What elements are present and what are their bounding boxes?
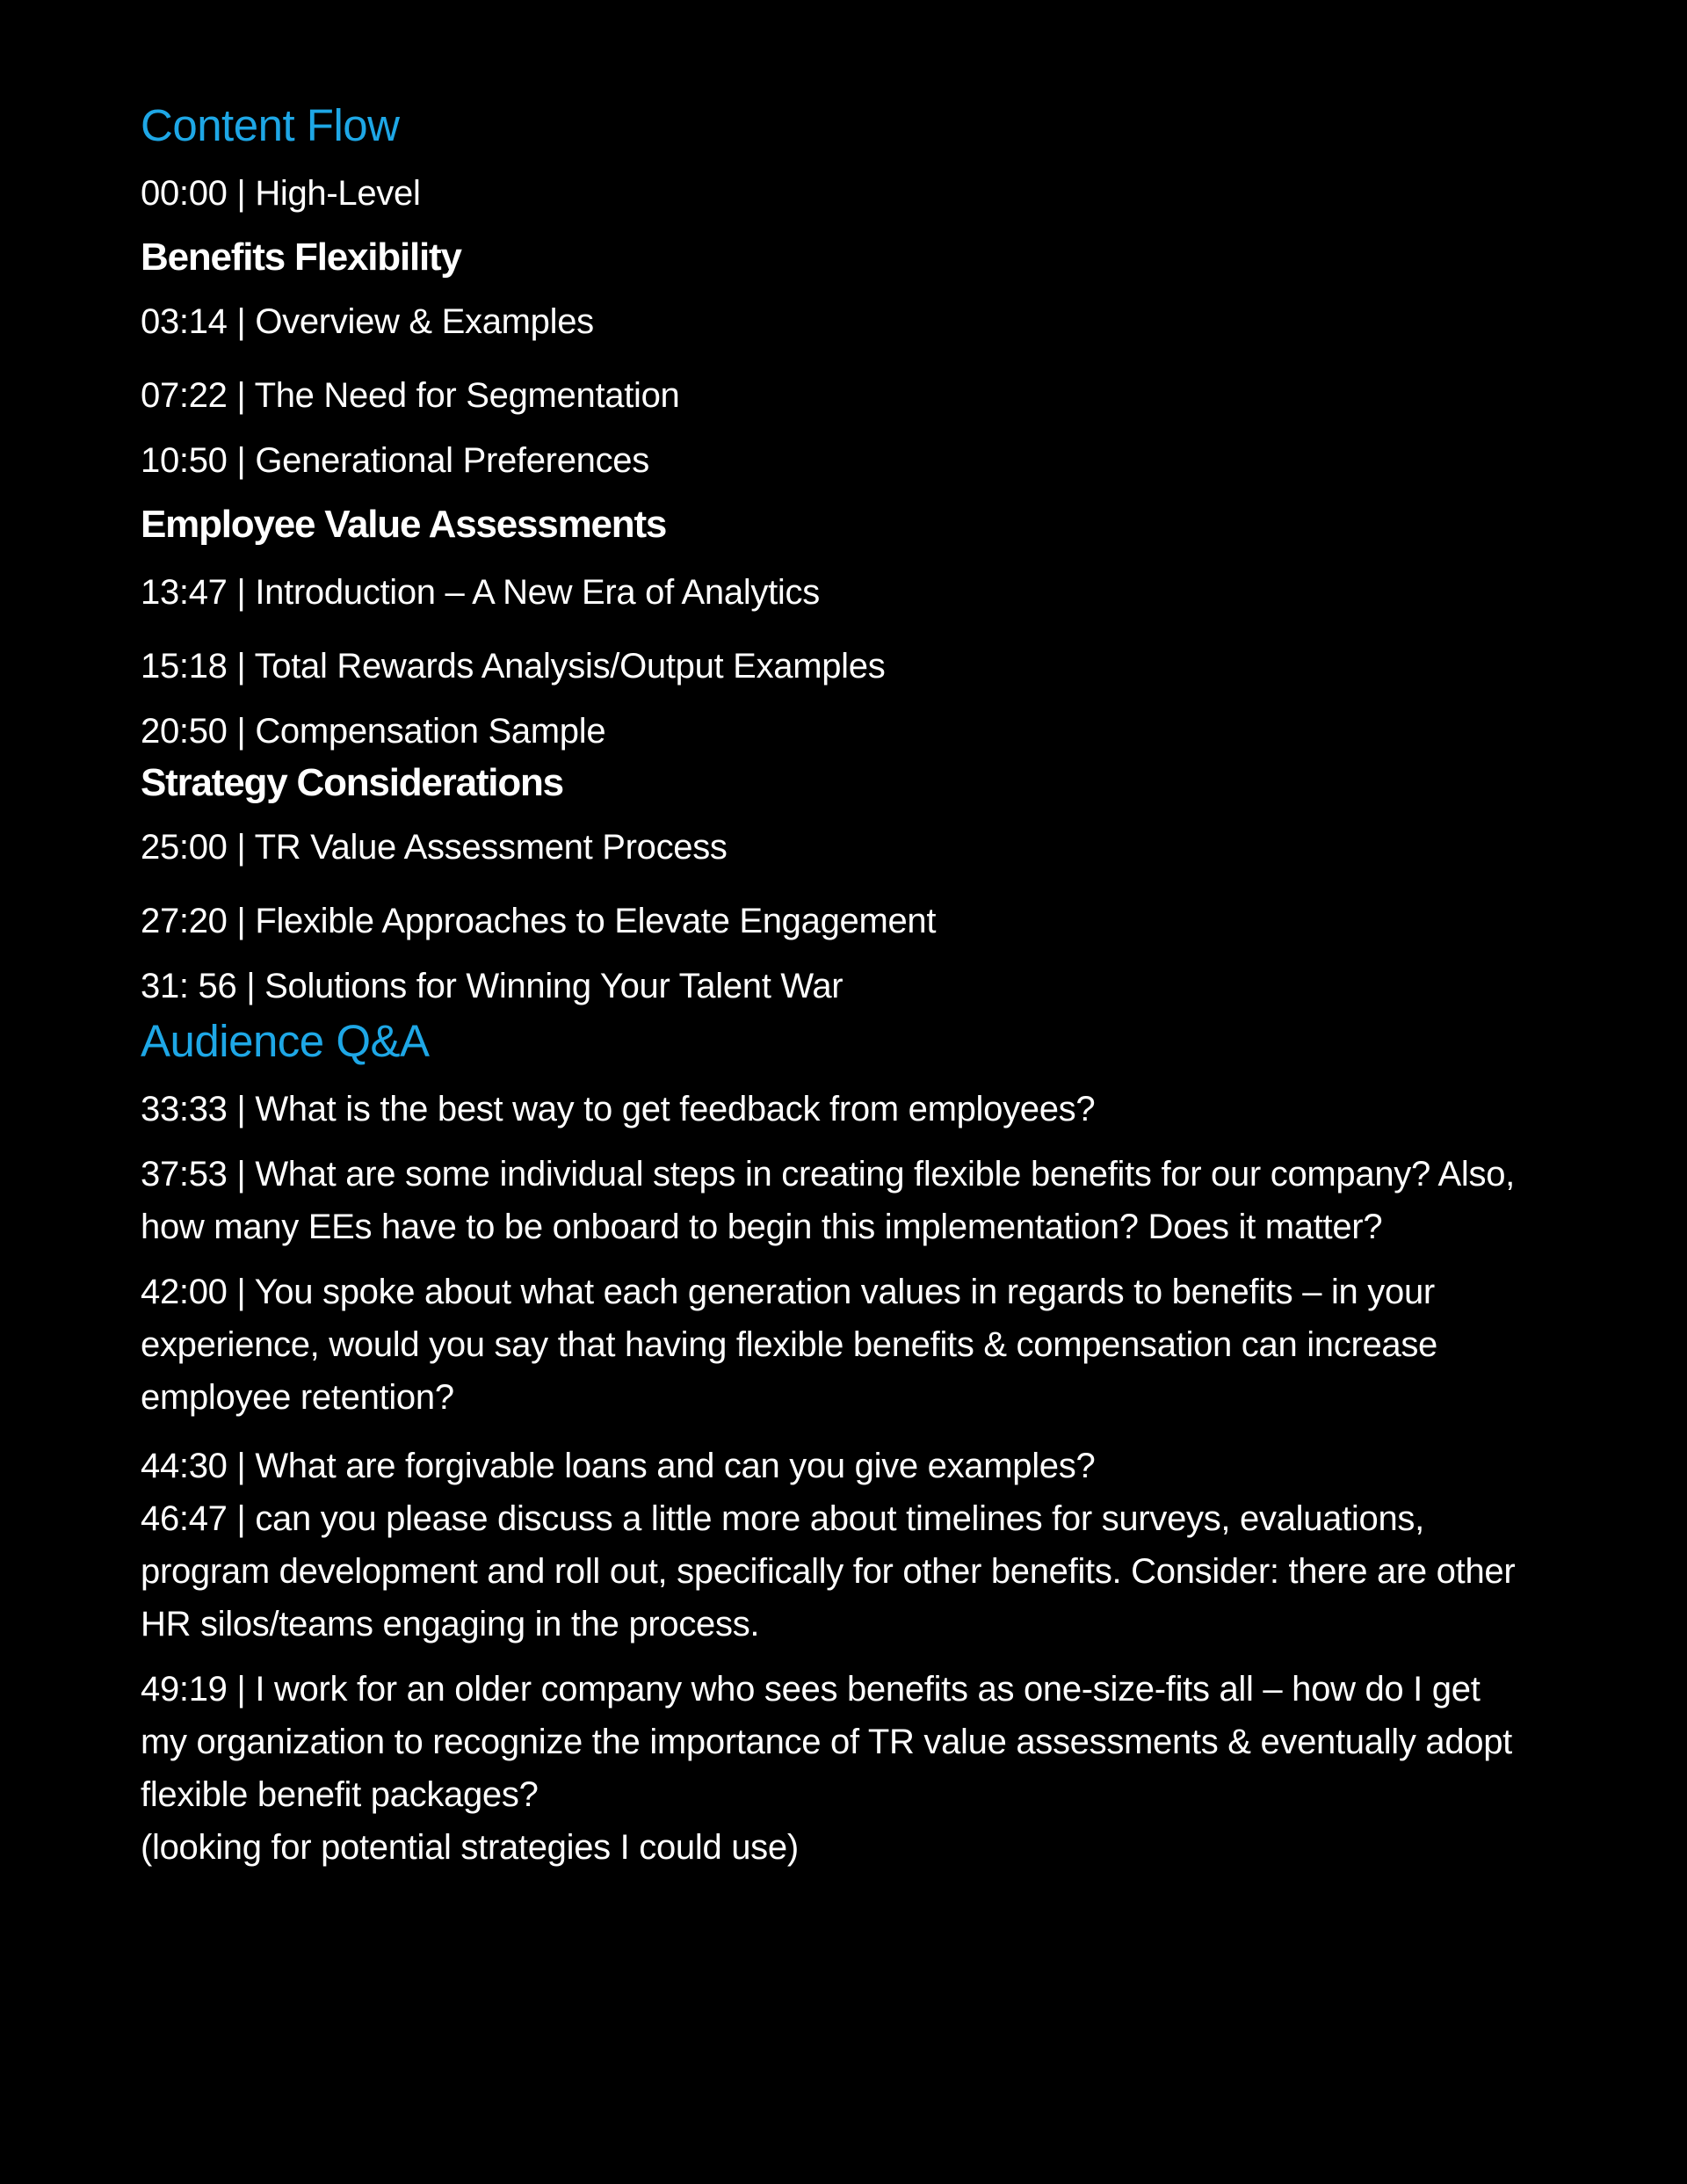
qa-item: 33:33 | What is the best way to get feedback from employees? (141, 1090, 1096, 1128)
audience-qa-title: Audience Q&A (141, 1016, 430, 1066)
qa-note: (looking for potential strategies I could use) (141, 1828, 799, 1867)
section-heading-employee-value-assessments: Employee Value Assessments (141, 503, 667, 546)
content-page (141, 97, 1529, 1874)
content-flow-title: Content Flow (141, 100, 400, 150)
qa-item: 37:53 | What are some individual steps in creating flexible benefits for our company? Also, how many EEs have to be onboard to begin this implementation? Does it matter? (141, 1155, 1515, 1246)
timestamp-item: 03:14 | Overview & Examples (141, 302, 594, 341)
section-heading-benefits-flexibility: Benefits Flexibility (141, 236, 461, 279)
timestamp-item: 31: 56 | Solutions for Winning Your Talent War (141, 967, 844, 1005)
qa-item: 46:47 | can you please discuss a little more about timelines for surveys, evaluations, program development and roll out, specifically for other benefits. Consider: there are other HR silos/teams engaging in the process. (141, 1499, 1516, 1643)
section-heading-strategy-considerations: Strategy Considerations (141, 761, 563, 804)
timestamp-item: 20:50 | Compensation Sample (141, 712, 606, 751)
timestamp-item: 10:50 | Generational Preferences (141, 441, 649, 480)
timestamp-item: 27:20 | Flexible Approaches to Elevate Engagement (141, 902, 937, 940)
qa-item: 42:00 | You spoke about what each generation values in regards to benefits – in your experience, would you say that having flexible benefits & compensation can increase employee retention? (141, 1273, 1437, 1417)
timestamp-item: 25:00 | TR Value Assessment Process (141, 828, 728, 867)
intro-item: 00:00 | High-Level (141, 174, 421, 213)
timestamp-item: 07:22 | The Need for Segmentation (141, 376, 680, 415)
timestamp-item: 13:47 | Introduction – A New Era of Analytics (141, 573, 820, 612)
qa-item: 44:30 | What are forgivable loans and can you give examples? (141, 1447, 1096, 1485)
qa-item: 49:19 | I work for an older company who sees benefits as one-size-fits all – how do I get my organization to recognize the importance of TR value assessments & eventually adopt flexible benefit packages? (141, 1670, 1512, 1814)
timestamp-item: 15:18 | Total Rewards Analysis/Output Examples (141, 647, 886, 686)
